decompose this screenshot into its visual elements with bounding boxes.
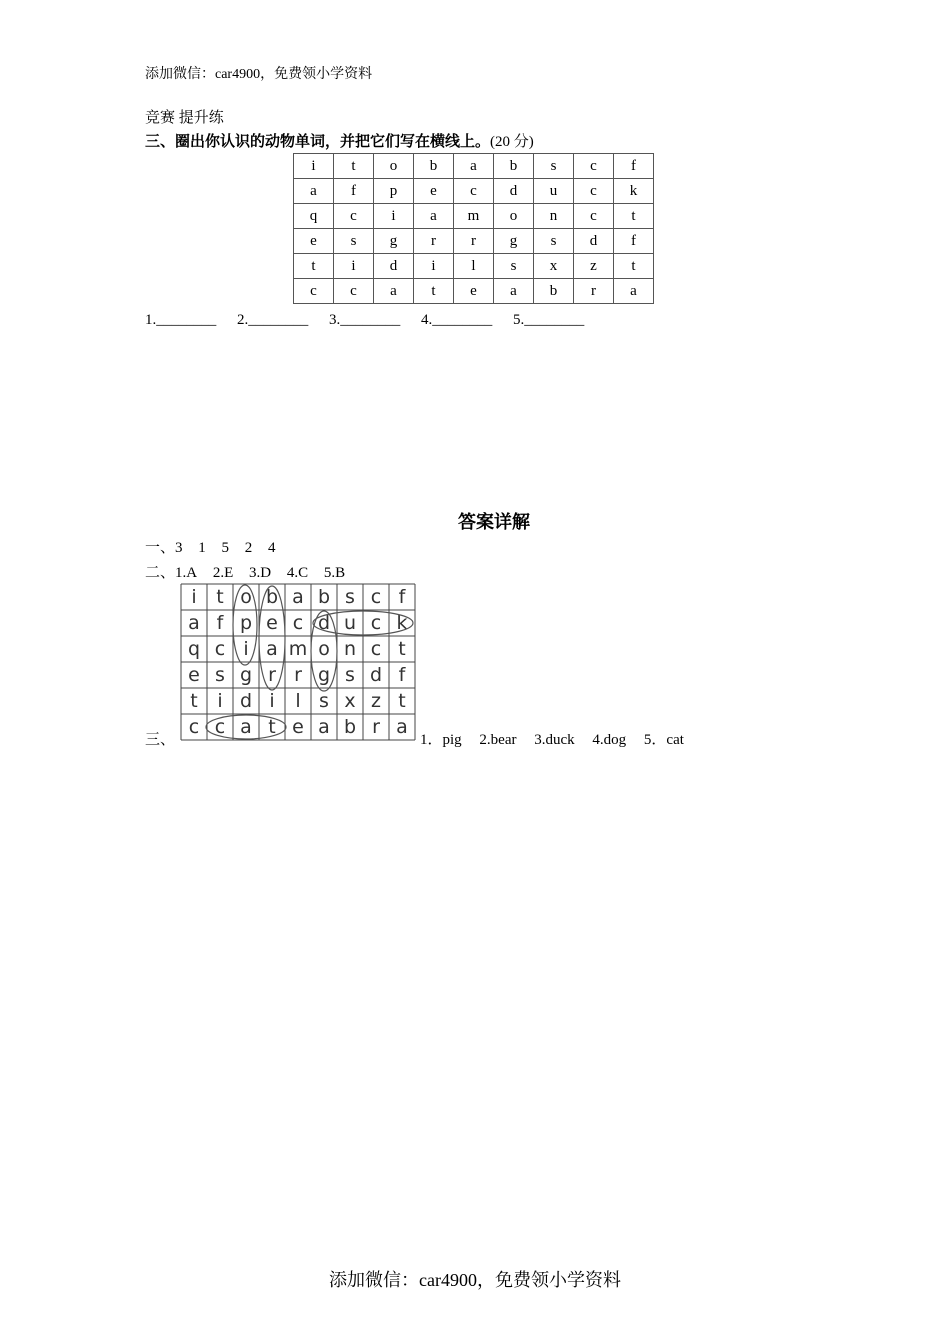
grid-cell: o (374, 154, 414, 179)
solution-grid-letter: a (266, 638, 278, 660)
grid-cell: e (294, 229, 334, 254)
solution-grid-letter: b (343, 716, 357, 738)
grid-cell: c (334, 279, 374, 304)
grid-cell: k (614, 179, 654, 204)
blank-3[interactable]: 3.________ (329, 312, 401, 328)
answer-2-item: 2.E (212, 565, 234, 581)
solution-grid-letter: i (269, 690, 275, 712)
answer-blanks (145, 312, 601, 329)
grid-cell: i (334, 254, 374, 279)
grid-cell: a (414, 204, 454, 229)
grid-cell: q (294, 204, 334, 229)
solution-grid-letter: d (239, 690, 253, 712)
grid-cell: s (494, 254, 534, 279)
solution-grid-letter: o (318, 638, 330, 660)
grid-cell: e (414, 179, 454, 204)
grid-cell: x (534, 254, 574, 279)
solution-grid-letter: x (344, 690, 356, 712)
answer-3-item: 2.bear (479, 732, 517, 748)
answer-3-item: 1．pig (420, 732, 462, 748)
solution-grid-letter: m (288, 638, 308, 660)
grid-cell: o (494, 204, 534, 229)
solution-grid-letter: k (396, 612, 408, 634)
grid-cell: r (454, 229, 494, 254)
grid-cell: f (334, 179, 374, 204)
grid-cell: i (374, 204, 414, 229)
answer-1-item: 2 (244, 540, 253, 556)
solution-grid-letter: n (343, 638, 357, 660)
solution-grid-letter: b (265, 586, 279, 608)
answers-title: 答案详解 (458, 512, 530, 533)
grid-cell: d (494, 179, 534, 204)
grid-cell: g (494, 229, 534, 254)
solution-grid-letter: p (239, 612, 253, 634)
blank-1[interactable]: 1.________ (145, 312, 217, 328)
grid-cell: s (534, 154, 574, 179)
solution-grid-letter: i (243, 638, 249, 660)
solution-grid-letter: a (318, 716, 330, 738)
solution-grid-letter: c (188, 716, 200, 738)
solution-grid-letter: i (217, 690, 223, 712)
answer-3-item: 3.duck (534, 732, 575, 748)
grid-cell: i (414, 254, 454, 279)
answer-part-1 (145, 536, 288, 557)
answer-1-item: 5 (221, 540, 230, 556)
solution-grid-letter: r (372, 716, 380, 738)
solution-grid-letter: z (371, 690, 381, 712)
solution-grid-letter: e (188, 664, 200, 686)
grid-cell: c (574, 204, 614, 229)
solution-grid-letter: s (319, 690, 329, 712)
grid-cell: u (534, 179, 574, 204)
grid-cell: d (574, 229, 614, 254)
grid-row (294, 254, 654, 279)
solution-grid-letter: s (345, 586, 355, 608)
solution-grid-letter: f (398, 664, 406, 686)
solution-grid-letter: i (191, 586, 197, 608)
grid-row (294, 154, 654, 179)
solution-grid-letter: c (370, 612, 382, 634)
grid-row (294, 204, 654, 229)
grid-cell: d (374, 254, 414, 279)
page-header: 添加微信：car4900，免费领小学资料 (145, 67, 373, 82)
answer-1-item: 1 (198, 540, 206, 556)
answer-2-item: 二、1.A (145, 565, 198, 581)
question-points: (20 分) (490, 134, 534, 150)
answer-part-3-label: 三、 (145, 732, 176, 748)
grid-cell: c (454, 179, 494, 204)
solution-grid-letter: g (239, 664, 253, 686)
answer-2-item: 3.D (249, 565, 272, 581)
answer-3-item: 4.dog (592, 732, 627, 748)
answer-3-item: 5．cat (643, 732, 684, 748)
grid-cell: s (534, 229, 574, 254)
section-label: 竞赛 提升练 (145, 110, 224, 126)
solution-grid-letter: b (317, 586, 331, 608)
grid-cell: e (454, 279, 494, 304)
answer-1-item: 一、3 (145, 540, 183, 556)
solution-grid-letter: d (317, 612, 331, 634)
solution-grid-letter: f (398, 586, 406, 608)
grid-cell: a (494, 279, 534, 304)
solution-grid-letter: c (214, 638, 226, 660)
grid-cell: a (614, 279, 654, 304)
grid-cell: i (294, 154, 334, 179)
grid-cell: t (294, 254, 334, 279)
letter-grid (293, 153, 654, 304)
grid-row (294, 229, 654, 254)
solution-grid-letter: t (216, 586, 224, 608)
grid-cell: t (414, 279, 454, 304)
solution-grid-letter: t (398, 638, 406, 660)
grid-row (294, 279, 654, 304)
grid-cell: a (374, 279, 414, 304)
solution-grid-letter: r (268, 664, 276, 686)
grid-cell: c (574, 179, 614, 204)
grid-cell: a (294, 179, 334, 204)
blank-2[interactable]: 2.________ (237, 312, 309, 328)
page-footer: 添加微信：car4900，免费领小学资料 (329, 1270, 621, 1290)
question-title (145, 130, 534, 151)
solution-grid-letter: s (215, 664, 225, 686)
question-text: 三、圈出你认识的动物单词，并把它们写在横线上。 (145, 134, 491, 150)
grid-cell: t (614, 204, 654, 229)
solution-grid-letter: c (370, 586, 382, 608)
solution-grid-letter: c (370, 638, 382, 660)
grid-cell: c (574, 154, 614, 179)
answer-1-item: 4 (268, 540, 276, 556)
grid-cell: f (614, 154, 654, 179)
grid-cell: t (614, 254, 654, 279)
grid-cell: f (614, 229, 654, 254)
grid-cell: s (334, 229, 374, 254)
grid-cell: p (374, 179, 414, 204)
grid-cell: l (454, 254, 494, 279)
solution-grid-letter: t (190, 690, 198, 712)
solution-grid-letter: a (240, 716, 252, 738)
solution-grid-letter: c (292, 612, 304, 634)
grid-cell: t (334, 154, 374, 179)
solution-grid-letter: d (369, 664, 383, 686)
solution-grid-letter: l (295, 690, 301, 712)
grid-cell: r (574, 279, 614, 304)
grid-cell: b (494, 154, 534, 179)
solution-grid-letter: e (266, 612, 278, 634)
grid-cell: c (334, 204, 374, 229)
solution-grid-letter: q (187, 638, 201, 660)
blank-4[interactable]: 4.________ (421, 312, 493, 328)
solution-grid-letter: c (214, 716, 226, 738)
solution-grid-letter: a (292, 586, 304, 608)
solution-grid-image (180, 583, 416, 741)
grid-row (294, 179, 654, 204)
answer-part-3-words (420, 728, 698, 749)
solution-grid-letter: f (216, 612, 224, 634)
grid-cell: g (374, 229, 414, 254)
grid-cell: b (534, 279, 574, 304)
solution-grid-letter: t (398, 690, 406, 712)
solution-grid-letter: o (240, 586, 252, 608)
grid-cell: b (414, 154, 454, 179)
answer-2-item: 4.C (286, 565, 309, 581)
grid-cell: z (574, 254, 614, 279)
solution-grid-letter: g (317, 664, 331, 686)
solution-grid-letter: s (345, 664, 355, 686)
solution-grid-letter: u (343, 612, 357, 634)
solution-grid-letter: e (292, 716, 304, 738)
solution-grid-letter: a (188, 612, 200, 634)
grid-cell: n (534, 204, 574, 229)
answer-part-2 (145, 561, 357, 582)
grid-cell: m (454, 204, 494, 229)
solution-grid-letter: t (268, 716, 276, 738)
blank-5[interactable]: 5.________ (513, 312, 585, 328)
answer-2-item: 5.B (323, 565, 346, 581)
grid-cell: a (454, 154, 494, 179)
grid-cell: r (414, 229, 454, 254)
solution-grid-letter: a (396, 716, 408, 738)
solution-grid-letter: r (294, 664, 302, 686)
grid-cell: c (294, 279, 334, 304)
